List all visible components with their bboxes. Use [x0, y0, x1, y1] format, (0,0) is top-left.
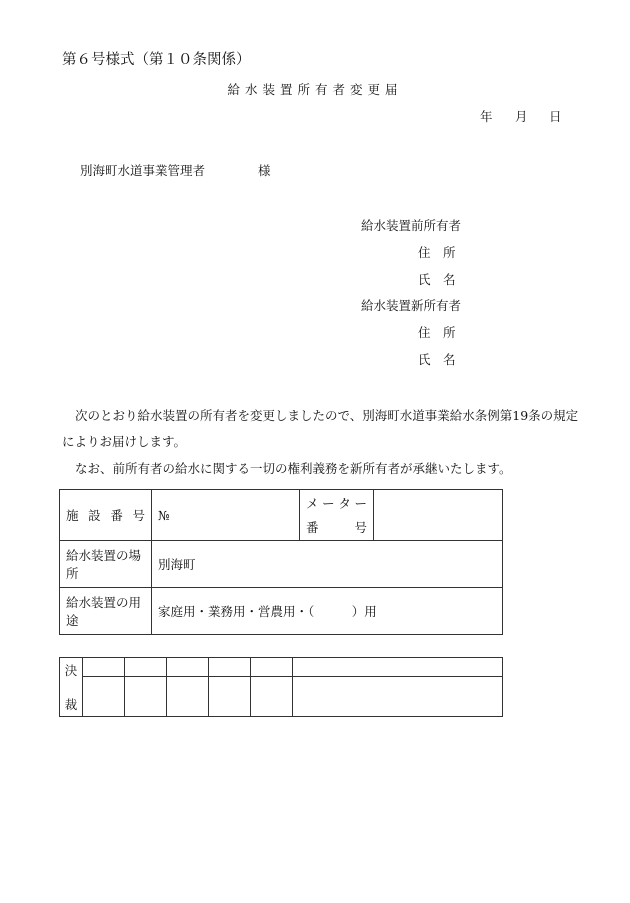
new-owner-label: 給水装置新所有者 — [361, 298, 462, 313]
info-table — [59, 489, 503, 635]
approval-stamp-cell[interactable] — [167, 677, 209, 717]
previous-owner-name-label-1: 氏 — [418, 272, 431, 287]
location-row — [60, 541, 503, 588]
approval-header-cell — [83, 658, 125, 677]
addressee-name: 別海町水道事業管理者 — [80, 163, 206, 178]
date-month: 月 — [515, 109, 528, 124]
approval-label-bottom: 裁 — [64, 697, 78, 712]
approval-header-cell — [251, 658, 293, 677]
facility-label-char: 番 — [110, 508, 123, 523]
previous-owner-name-label-2: 名 — [443, 272, 456, 287]
body-paragraph-1: 次のとおり給水装置の所有者を変更しましたので、別海町水道事業給水条例第19条の規定によりお届けします。 — [62, 408, 579, 449]
usage-field[interactable] — [152, 588, 503, 635]
location-field[interactable] — [152, 541, 503, 588]
facility-label-char: 号 — [132, 508, 145, 523]
facility-no-field[interactable] — [152, 490, 300, 541]
facility-no-label — [60, 490, 152, 541]
facility-label-char: 施 — [66, 508, 79, 523]
meter-label-char: ー — [322, 496, 335, 511]
facility-label-char: 設 — [88, 508, 101, 523]
approval-table — [59, 657, 503, 717]
date-day: 日 — [549, 109, 562, 124]
meter-label-char: ー — [354, 496, 367, 511]
usage-value: 家庭用・業務用・営農用・（ ）用 — [158, 604, 377, 619]
approval-stamp-cell[interactable] — [251, 677, 293, 717]
approval-header-cell — [209, 658, 251, 677]
approval-header-cell — [125, 658, 167, 677]
location-label: 給水装置の場所 — [60, 541, 152, 588]
approval-label — [60, 658, 83, 717]
location-value: 別海町 — [158, 557, 196, 572]
new-owner-address-label-2: 所 — [443, 325, 456, 340]
previous-owner-address-label-1: 住 — [418, 245, 431, 260]
meter-label-char: メ — [306, 496, 319, 511]
facility-row — [60, 490, 503, 541]
approval-label-top: 決 — [64, 663, 78, 678]
approval-header-cell — [167, 658, 209, 677]
approval-stamp-cell[interactable] — [209, 677, 251, 717]
approval-stamp-cell[interactable] — [293, 677, 503, 717]
meter-label-char: タ — [338, 496, 351, 511]
new-owner-name-label-2: 名 — [443, 352, 456, 367]
previous-owner-address-label-2: 所 — [443, 245, 456, 260]
approval-stamp-cell[interactable] — [83, 677, 125, 717]
form-number: 第６号様式（第１０条関係） — [62, 52, 251, 68]
approval-header-cell — [293, 658, 503, 677]
meter-label-char: 番 — [306, 520, 319, 535]
document-title: 給水装置所有者変更届 — [227, 82, 403, 97]
previous-owner-label: 給水装置前所有者 — [361, 218, 462, 233]
meter-label-char: 号 — [354, 520, 367, 535]
usage-row — [60, 588, 503, 635]
body-paragraph-2: なお、前所有者の給水に関する一切の権利義務を新所有者が承継いたします。 — [75, 461, 512, 476]
usage-label: 給水装置の用途 — [60, 588, 152, 635]
meter-no-label — [300, 490, 374, 541]
date-year: 年 — [480, 109, 493, 124]
addressee-honorific: 様 — [258, 163, 271, 178]
new-owner-name-label-1: 氏 — [418, 352, 431, 367]
facility-no-prefix: № — [158, 507, 170, 523]
approval-stamp-cell[interactable] — [125, 677, 167, 717]
new-owner-address-label-1: 住 — [418, 325, 431, 340]
meter-no-field[interactable] — [374, 490, 503, 541]
